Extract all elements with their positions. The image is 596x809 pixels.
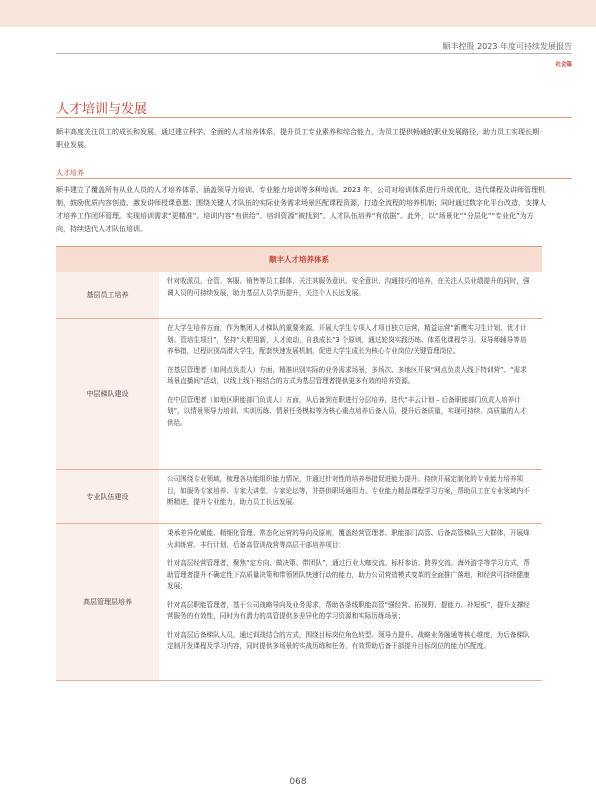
subsection-paragraph: 顺丰建立了覆盖所有从业人员的人才培养体系，涵盖领导力培训、专业能力培训等多种培训。2023 年，公司对培训体系进行升级优化，迭代课程及讲师管理机制，鼓励优质内容创造、激发讲师授课意愿；围绕关键人才队伍的实际业务需求场景匹配课程资源，打造全流程的培养机制；同时通过数字化平台改造，支撑人才培养工作闭环管理。实现培训需求“更精准”、培训内容“有供给”、培训资源“被找到”、人才队伍培养“有依据”。此外，以“场景化”“分层化”“专业化”为方向，持续迭代人才队伍培训。 <box>56 186 546 233</box>
row-paragraph: 针对高层经营管理者，聚焦“定方向、做决策、带团队”，通过行业大咖交流、标杆参访、跨界交流、海外游学等学习方式，帮助管理者提升不确定性下高质量决策和带领团队快速行动的能力，助力公司营造模式变革的全面推广落地，和经营可持续健康发展； <box>167 559 530 590</box>
row-paragraph: 秉承差异化赋能、精细化管理、常态化运营的导向及原则，覆盖经营管理者、职能部门高管、后备高管梯队三大群体，开展烽火训练营、丰行计划、后备高管训战营等高层干部培养项目： <box>167 529 530 549</box>
section-label: 社会篇 <box>555 62 572 68</box>
title-divider <box>56 117 572 118</box>
table-row <box>56 319 542 470</box>
row-label: 基层员工培养 <box>56 272 159 318</box>
row-content <box>159 319 542 469</box>
row-paragraph: 针对收派员、仓管、客服、销售等员工群体，关注其服务意识、安全意识、沟通技巧的培养，在关注人员业绩提升的同时，强调人员的可持续发展，助力基层人员学历提升，关注个人长远发展。 <box>167 277 530 297</box>
row-paragraph: 在大学生培养方面，作为集团人才梯队的重要来源，开展大学生专项人才项目独立运营，精益运营“新鹰实习生计划、优才计划、管培生项目”，坚持“大胆用新，人才流动，自我成长”3 个原则，通过轮岗实践历练、体系化课程学习、双导师辅导等培养举措，过程识别高潜大学生，配套快速发展机制，促进大学生成长为核心专业岗位/关键管理岗位。 <box>167 324 527 355</box>
talent-system-table <box>56 246 542 681</box>
row-paragraph: 针对高层后备梯队人员，通过训战结合的方式，围绕目标岗位角色转型、领导力提升、战略业务融通等核心维度，为后备梯队定制开发课程及学习内容，同时提供多场景的实战历练和任务，有效帮助后备干部提升目标岗位的能力匹配度。 <box>167 630 530 650</box>
row-content <box>159 524 542 680</box>
table-title: 顺丰人才培养体系 <box>56 246 542 272</box>
table-row <box>56 524 542 681</box>
row-paragraph: 公司围绕专业领域，梳理各功能组织能力情况，并通过针对性的培养举措促进能力提升。持续开展定制化的专业能力培养项目，如服务专家培养、专家大讲堂、专家论坛等，并搭供职场通用力、专业能力精品课程学习方案，帮助员工在专业领域内不断精进，提升专业能力，助力员工长远发展。 <box>167 475 530 506</box>
row-content <box>159 470 542 523</box>
page-number: 068 <box>289 777 307 787</box>
row-label: 高层管理层培养 <box>56 524 159 680</box>
intro-paragraph: 顺丰高度关注员工的成长和发展，通过建立科学、全面的人才培养体系，提升员工专业素养和综合能力，为员工提供畅通的职业发展路径，助力员工实现长期职业发展。 <box>56 128 539 149</box>
row-paragraph: 在基层管理者（如网点负责人）方面，精准识别实际的业务需求场景，多场次、多地区开展“网点负责人线下特训营”、“需求场景直播间”活动，以线上线下相结合的方式为基层管理者提供更多有效的培养资源。 <box>167 365 527 385</box>
report-title: 顺丰控股 2023 年度可持续发展报告 <box>442 42 572 51</box>
row-content <box>159 272 542 318</box>
row-paragraph: 在中层管理者（如地区职能部门负责人）方面，从后备到在职进行分层培养，迭代“丰云计划 – 后备职能部门负责人培养计划”，以情景领导力培训、实训历练、情景任务模拟等为核心重点培养后备人员，提升后备质量，实现可持续、高质量的人才供给。 <box>167 395 527 427</box>
header-divider <box>56 53 572 54</box>
table-row <box>56 470 542 524</box>
row-label: 专业队伍建设 <box>56 470 159 523</box>
top-color-band <box>0 0 596 27</box>
table-row <box>56 272 542 319</box>
row-label: 中层梯队建设 <box>56 319 159 469</box>
subsection-divider <box>56 178 572 179</box>
row-paragraph: 针对高层职能管理者，基于公司战略导向及业务需求，帮助各条线职能高管“强经营、拓视野、提能力、补短板”，提升支撑经营服务的有效性，同时为有潜力的高管提供多差异化的学习资源和实际历练场景； <box>167 600 530 620</box>
subsection-title: 人才培养 <box>56 169 84 177</box>
page-title: 人才培训与发展 <box>56 102 148 117</box>
